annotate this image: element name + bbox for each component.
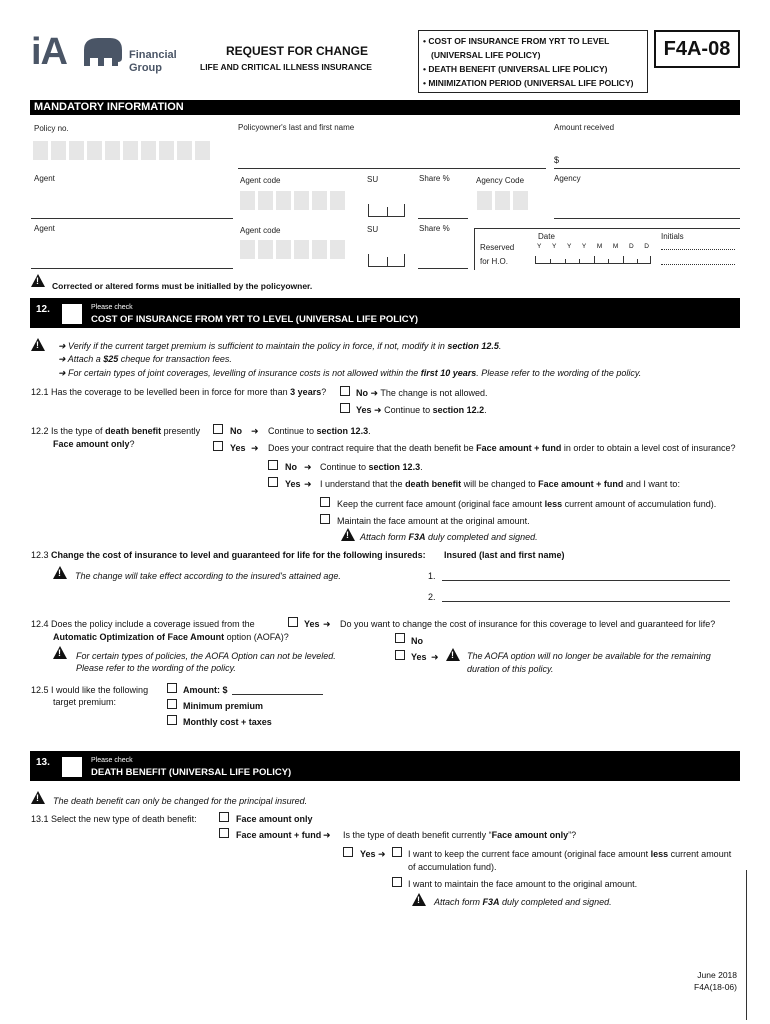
q12-4-sub-yes-label: Yes [411,652,427,662]
form-title: REQUEST FOR CHANGE [226,44,369,58]
s12-warn1-bold: section 12.5 [447,341,499,351]
date-letter: Y [581,243,587,250]
q12-1-yes-end: . [484,405,487,415]
keep-current-face-text [408,849,731,860]
q12-2-sub-yes-label: Yes [285,479,301,489]
logo-financial: Financial [129,49,177,61]
agent-code-label-1: Agent code [240,176,281,185]
q13-yes-checkbox[interactable] [343,847,353,857]
keep-face-amount-checkbox[interactable] [320,497,330,507]
sub-yes-t1: I understand that the [320,479,406,489]
q12-4-yes-text: Do you want to change the cost of insurance for this coverage to level and guaranteed for life? [340,619,716,629]
date-letter: M [612,243,619,250]
q12-2-no-label: No [230,426,242,436]
s12-warn3-text: ➜ For certain types of joint coverages, levelling of insurance costs is not allowed within the [58,368,421,378]
keep-face-amount-text [337,499,716,510]
bullet-line-4: • MINIMIZATION PERIOD (UNIVERSAL LIFE POLICY) [423,78,634,88]
q12-2-no-t2: section 12.3 [316,426,369,436]
sub-yes-t3: will be changed to [461,479,539,489]
q12-2-text-2 [53,439,135,450]
arrow-icon: ➜ [323,619,331,629]
q12-4-warning-4: duration of this policy. [467,664,554,674]
arrow-icon: ➜ [251,443,259,453]
mandatory-title: MANDATORY INFORMATION [34,101,184,113]
bullet-line-2: (UNIVERSAL LIFE POLICY) [431,50,541,60]
agent-code-field-2[interactable] [240,240,345,259]
q12-4-text: 12.4 Does the policy include a coverage issued from the [31,619,255,629]
initials-label: Initials [661,232,684,241]
warning-icon [31,791,45,804]
date-letter: Y [566,243,572,250]
q13-current-3: ”? [568,830,577,840]
date-letter: D [628,243,634,250]
initials-field-2[interactable] [661,264,735,265]
q12-1-yes [356,405,487,416]
minimum-premium-checkbox[interactable] [167,699,177,709]
s12-warning-2 [58,354,232,365]
s12-warn1-text: ➜ Verify if the current target premium is sufficient to maintain the policy in force, if not, modify it in [58,341,448,351]
q12-3-text [31,550,426,561]
keep-b: less [544,499,563,509]
share-label-1: Share % [419,174,450,183]
q12-2-no-t3: . [368,426,371,436]
policyowner-field[interactable] [238,168,546,169]
keep-a: Keep the current face amount (original face amount [337,499,545,509]
s12-warn2-bold: $25 [103,354,119,364]
q12-4-sub-no-label: No [411,636,423,646]
q12-1-no-checkbox[interactable] [340,386,350,396]
s13-warning: The death benefit can only be changed for the principal insured. [53,796,308,806]
q12-3-a: 12.3 [31,550,52,560]
agent-label-1: Agent [34,174,55,183]
footer-date: June 2018 [697,970,737,980]
sub-no-t2: section 12.3 [368,462,421,472]
section-12-number: 12. [36,304,50,315]
reserved-label: Reserved [480,243,515,252]
sub-yes-t4: Face amount + fund [538,479,624,489]
section-13-checkbox[interactable] [62,757,82,777]
q12-4-b: Automatic Optimization of Face Amount [53,632,225,642]
attach-f3a-text-13 [434,897,612,908]
q12-1-b: 3 years [290,387,322,397]
q12-4-warning-3: The AOFA option will no longer be available for the remaining [467,651,711,661]
q12-5-text-2: target premium: [53,697,117,707]
face-amount-fund-label: Face amount + fund [236,830,322,840]
form-subtitle: LIFE AND CRITICAL ILLNESS INSURANCE [200,62,372,72]
arrow-icon: ➜ [304,462,312,472]
section-12-checkbox[interactable] [62,304,82,324]
q13-current-1: Is the type of death benefit currently “ [343,830,492,840]
q12-2-sub-no-label: No [285,462,297,472]
attach13-a: Attach form [434,897,483,907]
ho-date-field[interactable] [535,256,651,264]
q12-1-c: ? [321,387,327,397]
sub-yes-t5: and I want to: [623,479,680,489]
share-label-2: Share % [419,224,450,233]
bullet-line-1: • COST OF INSURANCE FROM YRT TO LEVEL [423,36,610,46]
section-12-title: COST OF INSURANCE FROM YRT TO LEVEL (UNIVERSAL LIFE POLICY) [91,314,419,325]
agency-code-field[interactable] [477,191,528,210]
keep-current-face-checkbox[interactable] [392,847,402,857]
q12-4-yes-checkbox[interactable] [288,617,298,627]
form-code-box [654,30,740,68]
q12-2-yes-t2: Face amount + fund [476,443,562,453]
warning-icon [341,528,355,541]
q12-2-sub-yes-text [320,479,680,490]
keep-c: current amount of accumulation fund). [562,499,717,509]
warning-icon [31,274,45,287]
s12-warn2-end: cheque for transaction fees. [118,354,232,364]
q12-4-warning-2: Please refer to the wording of the policy. [76,663,236,673]
q12-2-a: 12.2 Is the type of [31,426,106,436]
q12-2-no-checkbox[interactable] [213,424,223,434]
s12-warning-3 [58,368,641,379]
date-letter: Y [537,243,542,250]
keep13-c: current amount [668,849,732,859]
arrow-icon: ➜ [378,849,386,859]
q12-2-no-text [268,426,371,437]
agent-code-field-1[interactable] [240,191,345,210]
agency-label: Agency [554,174,581,183]
policy-no-label: Policy no. [34,124,69,133]
section-13-bar [30,751,740,781]
q12-2-c: presently [161,426,201,436]
face-amount-fund-checkbox[interactable] [219,828,229,838]
face-amount-only-label: Face amount only [236,814,313,824]
policyowner-label: Policyowner's last and first name [238,123,355,132]
section-12-bar [30,298,740,328]
q12-5-text: 12.5 I would like the following [31,685,149,695]
minimum-premium-label: Minimum premium [183,701,264,711]
q12-2-yes-t3: in order to obtain a level cost of insurance? [561,443,736,453]
q12-2-e: ? [129,439,135,449]
maintain-face-amount-text: Maintain the face amount at the original amount. [337,516,530,526]
q12-4-sub-yes-checkbox[interactable] [395,650,405,660]
maintain-original-checkbox[interactable] [392,877,402,887]
s12-warn1-end: . [498,341,502,351]
q12-2-yes-checkbox[interactable] [213,441,223,451]
arrow-icon: ➜ [323,830,331,840]
share-field-1[interactable] [418,218,468,219]
logo-elephant-icon [80,36,124,68]
q12-1-yes-bold: section 12.2 [432,405,485,415]
q12-2-yes-t1: Does your contract require that the death benefit be [268,443,477,453]
q12-4-yes-label: Yes [304,619,320,629]
footer-code: F4A(18-06) [694,982,737,992]
attach-c: duly completed and signed. [425,532,538,542]
agent-field-1[interactable] [31,218,233,219]
q12-3-warning: The change will take effect according to the insured's attained age. [75,571,341,581]
maintain-face-amount-checkbox[interactable] [320,514,330,524]
insured-2-field[interactable] [442,601,730,602]
q12-4-text-2 [53,632,289,643]
q13-current-text [343,830,576,841]
share-field-2[interactable] [418,268,468,269]
q13-current-2: Face amount only [491,830,569,840]
q12-4-warning-1: For certain types of policies, the AOFA Option can not be leveled. [76,651,336,661]
date-letters [537,243,649,251]
q13-yes-label: Yes [360,849,376,859]
attach13-b: F3A [482,897,500,907]
warning-icon [412,893,426,906]
keep13-a: I want to keep the current face amount (original face amount [408,849,651,859]
arrow-icon: ➜ [304,479,312,489]
q12-2-d: Face amount only [53,439,130,449]
section-13-please-check: Please check [91,757,133,764]
q12-2-b: death benefit [105,426,162,436]
bullet-line-3: • DEATH BENEFIT (UNIVERSAL LIFE POLICY) [423,64,608,74]
logo-ia-text: iA [31,31,67,73]
header-bullet-box [418,30,648,93]
amount-received-label: Amount received [554,123,615,132]
agent-label-2: Agent [34,224,55,233]
q12-2-sub-no-text [320,462,423,473]
attach-f3a-text-12 [360,532,538,543]
initials-field-1[interactable] [661,249,735,250]
date-letter: Y [551,243,557,250]
q13-1-text: 13.1 Select the new type of death benefit: [31,814,197,824]
q12-3-b: Change the cost of insurance to level and guaranteed for life for the following insureds: [51,550,426,560]
insured-1-label: 1. [428,571,436,581]
agency-code-label: Agency Code [476,176,525,185]
q12-1-yes-label: Yes [356,405,372,415]
su-label-1: SU [367,175,379,184]
logo-group: Group [129,62,162,74]
reserved-ho-box [474,228,740,270]
insured-2-label: 2. [428,592,436,602]
su-field-1[interactable] [368,204,405,217]
agency-field[interactable] [554,218,740,219]
date-letter: M [596,243,603,250]
insured-name-header: Insured (last and first name) [444,550,565,560]
date-letter: D [644,243,649,250]
arrow-icon: ➜ [251,426,259,436]
q12-2-yes-text [268,443,736,454]
keep13-b: less [650,849,669,859]
warning-icon [53,646,67,659]
q12-4-sub-no-checkbox[interactable] [395,633,405,643]
su-label-2: SU [367,225,379,234]
q12-1-yes-checkbox[interactable] [340,403,350,413]
date-label: Date [538,232,555,241]
q12-1-yes-text: ➜ Continue to [374,405,433,415]
q12-1-no [356,388,487,399]
attach-b: F3A [408,532,426,542]
mandatory-bar [30,100,740,115]
s12-warning-1 [58,341,501,352]
q12-1-no-label: No [356,388,368,398]
keep-current-face-text-2: of accumulation fund). [408,862,497,872]
for-ho-label: for H.O. [480,257,509,266]
face-amount-only-checkbox[interactable] [219,812,229,822]
su-field-2[interactable] [368,254,405,267]
q12-1-text [31,387,326,398]
monthly-cost-label: Monthly cost + taxes [183,717,272,727]
policy-no-field[interactable] [33,141,210,160]
q12-2-text [31,426,200,437]
s12-warn2-text: ➜ Attach a [58,354,104,364]
arrow-icon: ➜ [431,652,439,662]
agent-code-label-2: Agent code [240,226,281,235]
q12-4-c: option (AOFA)? [224,632,289,642]
monthly-cost-checkbox[interactable] [167,715,177,725]
sub-no-t1: Continue to [320,462,369,472]
form-code: F4A-08 [663,38,731,60]
insured-1-field[interactable] [442,580,730,581]
attach-a: Attach form [360,532,409,542]
q12-2-yes-label: Yes [230,443,246,453]
margin-line [746,870,747,1020]
warning-icon [53,566,67,579]
corrected-notice: Corrected or altered forms must be initialled by the policyowner. [52,281,313,291]
warning-icon [446,648,460,661]
section-13-number: 13. [36,757,50,768]
section-12-please-check: Please check [91,304,133,311]
q12-1-a: 12.1 Has the coverage to be levelled been in force for more than [31,387,291,397]
amount-checkbox[interactable] [167,683,177,693]
s12-warn3-end: . Please refer to the wording of the policy. [476,368,642,378]
sub-yes-t2: death benefit [405,479,462,489]
q12-2-sub-yes-checkbox[interactable] [268,477,278,487]
amount-field[interactable] [232,694,323,695]
attach13-c: duly completed and signed. [499,897,612,907]
amount-received-field[interactable] [554,168,740,169]
maintain-original-text: I want to maintain the face amount to the original amount. [408,879,638,889]
section-13-title: DEATH BENEFIT (UNIVERSAL LIFE POLICY) [91,767,292,778]
sub-no-t3: . [420,462,423,472]
agent-field-2[interactable] [31,268,233,269]
warning-icon [31,338,45,351]
q12-1-no-text: ➜ The change is not allowed. [370,388,488,398]
q12-2-sub-no-checkbox[interactable] [268,460,278,470]
dollar-sign: $ [554,155,560,165]
s12-warn3-bold: first 10 years [420,368,477,378]
amount-label: Amount: $ [183,685,228,695]
q12-2-no-t1: Continue to [268,426,317,436]
